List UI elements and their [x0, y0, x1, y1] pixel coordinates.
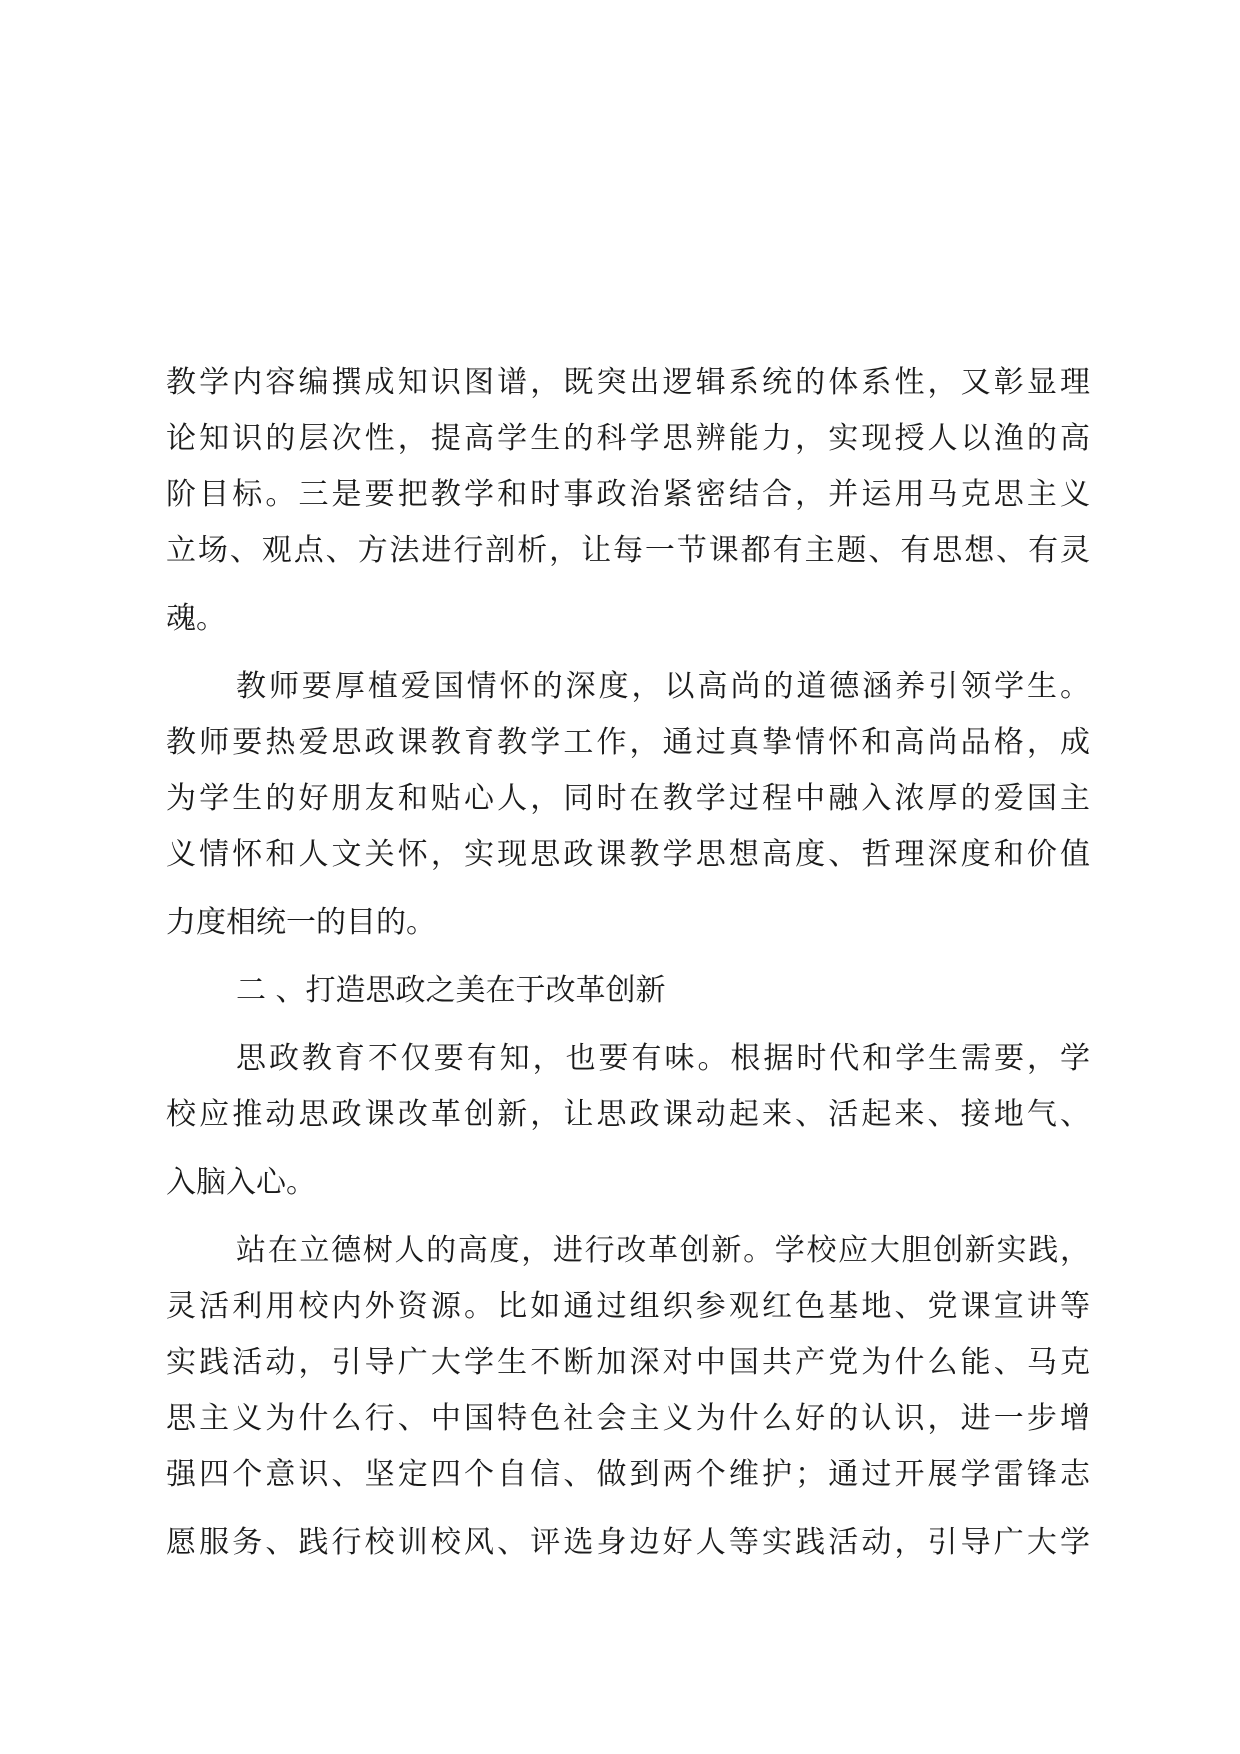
text-line: 魂。 — [166, 601, 226, 636]
paragraph — [166, 659, 1090, 951]
text-line: 校应推动思政课改革创新，让思政课动起来、活起来、接地气、 — [166, 1097, 1090, 1132]
text-line: 灵活利用校内外资源。比如通过组织参观红色基地、党课宣讲等 — [166, 1289, 1090, 1324]
text-line: 愿服务、践行校训校风、评选身边好人等实践活动，引导广大学 — [166, 1525, 1090, 1560]
text-line: 实践活动，引导广大学生不断加深对中国共产党为什么能、马克 — [166, 1345, 1090, 1380]
text-line: 为学生的好朋友和贴心人，同时在教学过程中融入浓厚的爱国主 — [166, 781, 1090, 816]
text-line: 论知识的层次性，提高学生的科学思辨能力，实现授人以渔的高 — [166, 421, 1090, 456]
paragraph — [166, 1223, 1090, 1571]
text-line: 义情怀和人文关怀，实现思政课教学思想高度、哲理深度和价值 — [166, 837, 1090, 872]
text-line: 思政教育不仅要有知，也要有味。根据时代和学生需要，学 — [236, 1041, 1090, 1076]
text-line: 教师要厚植爱国情怀的深度，以高尚的道德涵养引领学生。 — [236, 669, 1090, 704]
heading-line: 二 、打造思政之美在于改革创新 — [236, 973, 666, 1008]
text-line: 思主义为什么行、中国特色社会主义为什么好的认识，进一步增 — [166, 1401, 1090, 1436]
document-body — [166, 355, 1090, 1571]
paragraph — [166, 355, 1090, 647]
text-line: 入脑入心。 — [166, 1165, 316, 1200]
text-line: 阶目标。三是要把教学和时事政治紧密结合，并运用马克思主义 — [166, 477, 1090, 512]
text-line: 站在立德树人的高度，进行改革创新。学校应大胆创新实践， — [236, 1233, 1090, 1268]
text-line: 教师要热爱思政课教育教学工作，通过真挚情怀和高尚品格，成 — [166, 725, 1090, 760]
text-line: 教学内容编撰成知识图谱，既突出逻辑系统的体系性，又彰显理 — [166, 365, 1090, 400]
text-line: 强四个意识、坚定四个自信、做到两个维护；通过开展学雷锋志 — [166, 1457, 1090, 1492]
paragraph — [166, 1031, 1090, 1211]
text-line: 力度相统一的目的。 — [166, 905, 436, 940]
section-heading — [166, 963, 1090, 1019]
text-line: 立场、观点、方法进行剖析，让每一节课都有主题、有思想、有灵 — [166, 533, 1090, 568]
